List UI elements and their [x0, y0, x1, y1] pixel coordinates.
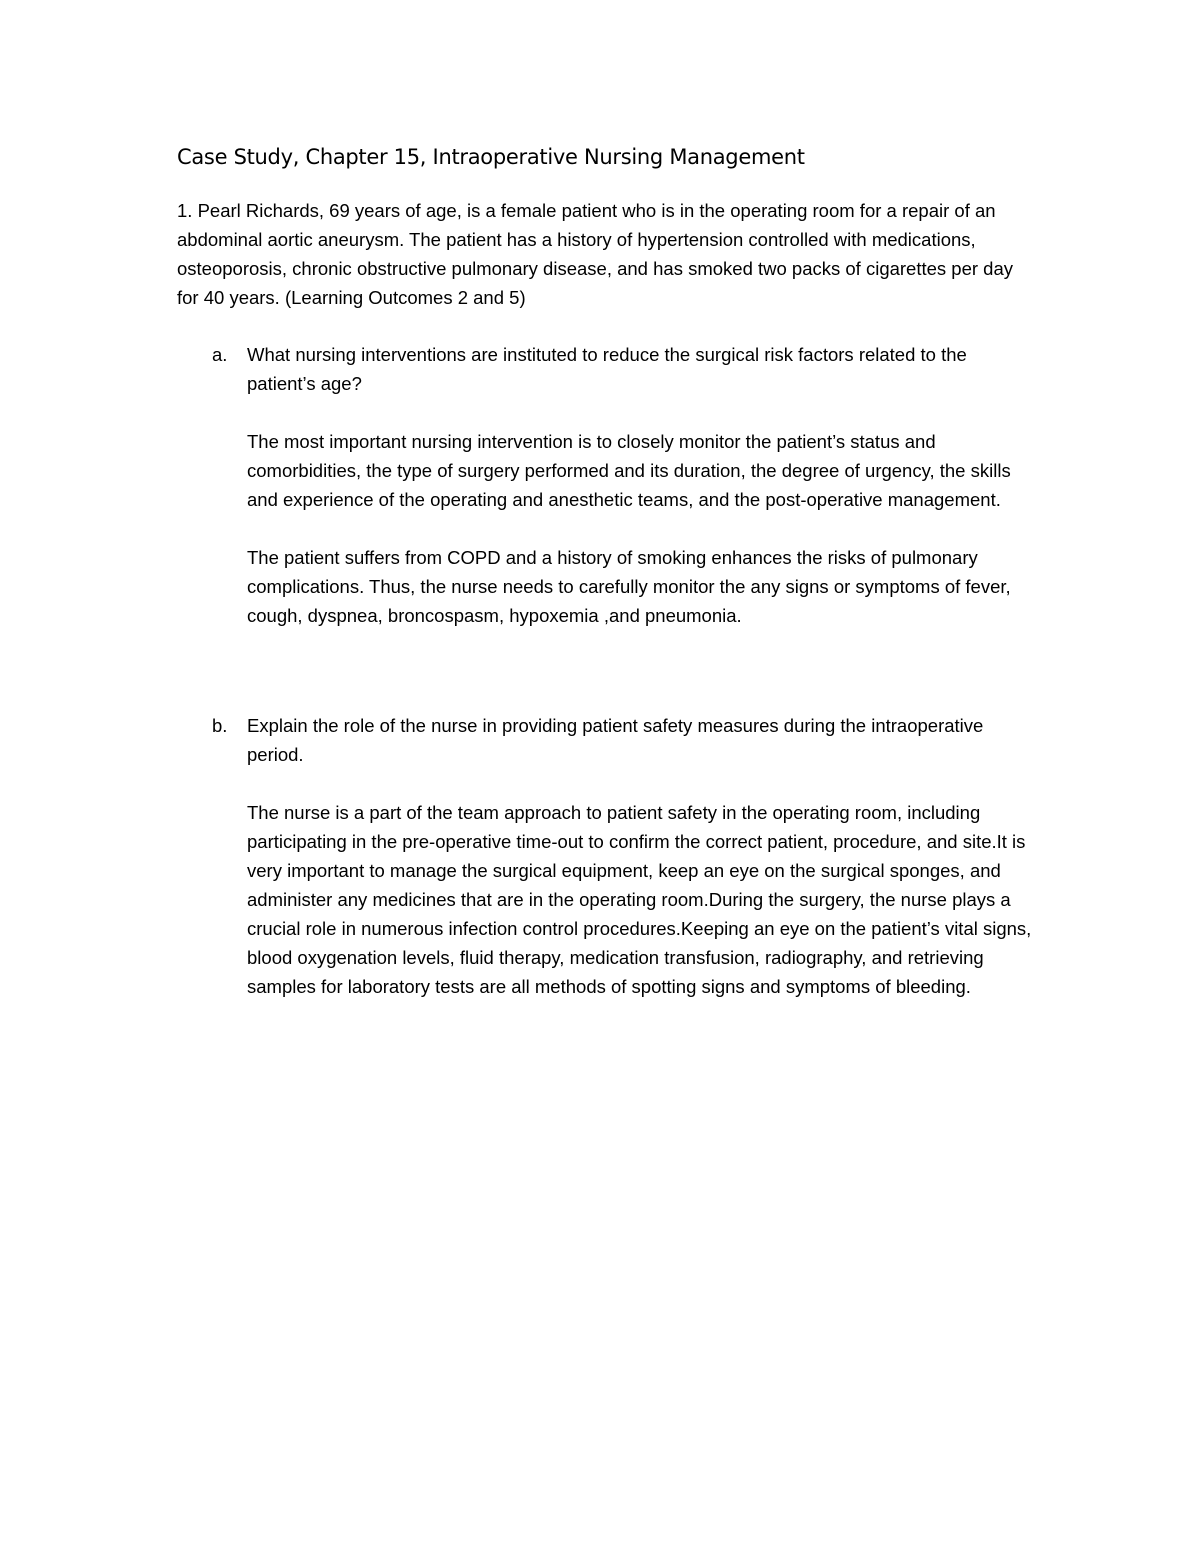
- question-item-a: [212, 340, 1032, 630]
- list-marker-b: b.: [212, 715, 228, 736]
- question-b-content: [247, 711, 1032, 1001]
- question-b-text: Explain the role of the nurse in providing patient safety measures during the intraoperative period.: [247, 715, 984, 765]
- question-a-text: What nursing interventions are instituted to reduce the surgical risk factors related to the patient’s age?: [247, 344, 967, 394]
- answer-a-paragraph-1: The most important nursing intervention is to closely monitor the patient’s status and comorbidities, the type of surgery performed and its duration, the degree of urgency, the skills and experience of the operating and anesthetic teams, and the post-operative management.: [247, 431, 1011, 510]
- document-title: Case Study, Chapter 15, Intraoperative Nursing Management: [177, 145, 805, 169]
- question-item-b: [212, 711, 1032, 1001]
- question-a-content: [247, 340, 1032, 630]
- case-intro-paragraph: 1. Pearl Richards, 69 years of age, is a female patient who is in the operating room for a repair of an abdominal aortic aneurysm. The patient has a history of hypertension controlled with medications, osteoporosis, chronic obstructive pulmonary disease, and has smoked two packs of cigarettes per day for 40 years. (Learning Outcomes 2 and 5): [177, 200, 1014, 308]
- answer-b-paragraph-1: The nurse is a part of the team approach to patient safety in the operating room, including participating in the pre-operative time-out to confirm the correct patient, procedure, and site.It is very important to manage the surgical equipment, keep an eye on the surgical sponges, and administer any medicines that are in the operating room.During the surgery, the nurse plays a crucial role in numerous infection control procedures.Keeping an eye on the patient’s vital signs, blood oxygenation levels, fluid therapy, medication transfusion, radiography, and retrieving samples for laboratory tests are all methods of spotting signs and symptoms of bleeding.: [247, 802, 1032, 997]
- list-marker-a: a.: [212, 344, 228, 365]
- answer-a-paragraph-2: The patient suffers from COPD and a history of smoking enhances the risks of pulmonary complications. Thus, the nurse needs to carefully monitor the any signs or symptoms of fever, cough, dyspnea, broncospasm, hypoxemia ,and pneumonia.: [247, 547, 1011, 626]
